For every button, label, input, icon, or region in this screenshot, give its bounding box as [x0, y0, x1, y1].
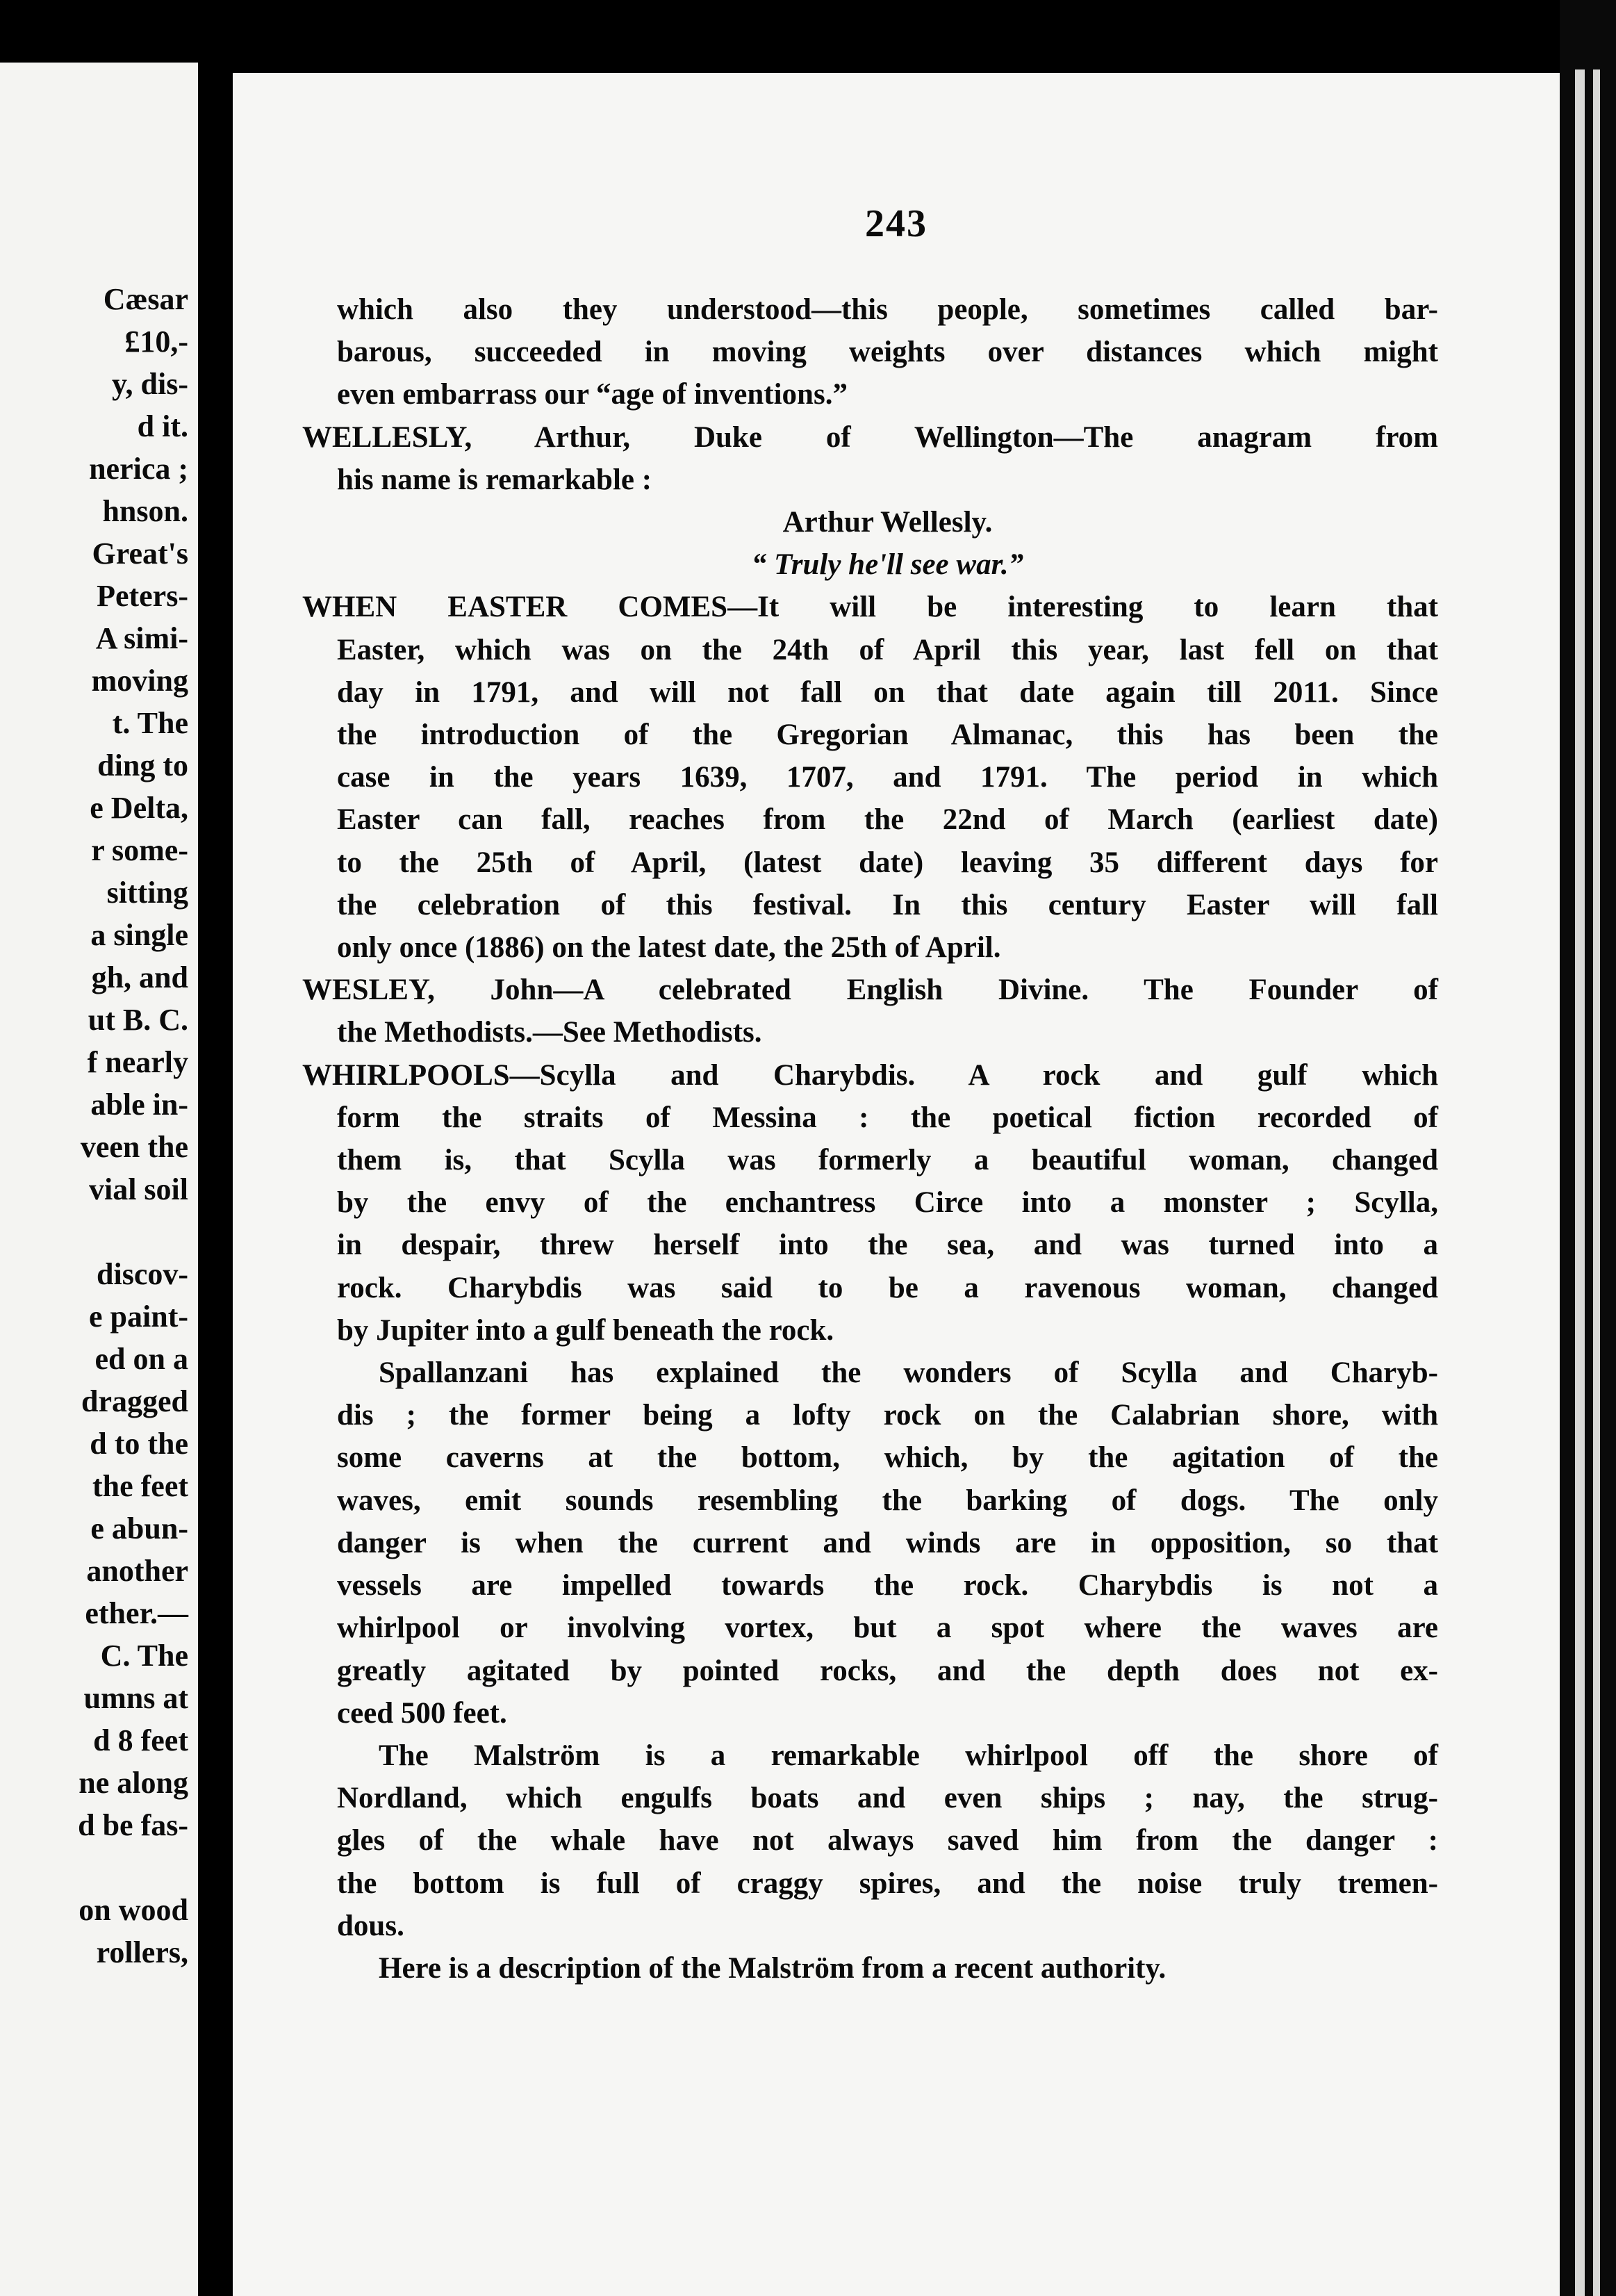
text-line: danger is when the current and winds are in opposition, so that [337, 1526, 1438, 1559]
blank-line [78, 1211, 188, 1253]
text-line: Nordland, which engulfs boats and even ships ; nay, the strug- [337, 1782, 1438, 1815]
text-line: ceed 500 feet. [337, 1696, 507, 1730]
anagram-name: Arthur Wellesly. [782, 506, 993, 539]
text-line: even embarrass our “age of inventions.” [337, 378, 848, 411]
text-line: f nearly [87, 1045, 188, 1079]
text-line: Cæsar [103, 282, 188, 316]
text-line: moving [91, 664, 188, 698]
page-number: 243 [865, 202, 927, 245]
previous-page-fragment [0, 63, 198, 2296]
text-line: vial soil [88, 1172, 188, 1206]
book-page [233, 73, 1560, 2296]
book-gutter [198, 0, 233, 2296]
text-line: barous, succeeded in moving weights over distances which might [337, 336, 1438, 369]
text-line: by Jupiter into a gulf beneath the rock. [337, 1313, 834, 1347]
text-line: discov- [97, 1257, 188, 1291]
text-line: y, dis- [111, 367, 188, 401]
text-line: Peters- [97, 579, 188, 613]
text-line: dous. [337, 1909, 404, 1942]
text-line: another [86, 1554, 188, 1588]
text-line: only once (1886) on the latest date, the 25th of April. [337, 931, 1001, 965]
text-line: d be fas- [78, 1808, 188, 1842]
text-line: dragged [81, 1384, 188, 1418]
text-line: day in 1791, and will not fall on that date again till 2011. Since [337, 675, 1438, 709]
text-line: waves, emit sounds resembling the barking of dogs. The only [337, 1484, 1438, 1517]
text-line: hnson. [102, 494, 188, 528]
anagram-result: “ Truly he'll see war.” [751, 548, 1024, 582]
text-line: rollers, [96, 1935, 188, 1969]
text-line: in despair, threw herself into the sea, and was turned into a [337, 1229, 1438, 1262]
text-line: £10,- [124, 325, 188, 359]
previous-page-text [78, 278, 188, 1974]
text-line: d to the [90, 1427, 188, 1461]
page-edge-stripe [1575, 69, 1585, 2296]
text-line: greatly agitated by pointed rocks, and the depth does not ex- [337, 1654, 1438, 1687]
text-line: the bottom is full of craggy spires, and the noise truly tremen- [337, 1867, 1438, 1900]
blank-line [78, 1846, 188, 1889]
text-line: dis ; the former being a lofty rock on the Calabrian shore, with [337, 1399, 1438, 1432]
text-line: d it. [137, 409, 188, 443]
text-line: Easter, which was on the 24th of April this year, last fell on that [337, 633, 1438, 666]
text-line: the feet [92, 1469, 188, 1503]
text-line: ding to [97, 748, 188, 782]
text-line: ether.— [85, 1596, 188, 1630]
text-line: The Malström is a remarkable whirlpool off the shore of [379, 1739, 1438, 1772]
text-line: veen the [80, 1130, 188, 1164]
text-line: form the straits of Messina : the poetical fiction recorded of [337, 1101, 1438, 1134]
text-line: ed on a [94, 1342, 188, 1376]
text-line: ut B. C. [88, 1003, 188, 1037]
page-body [302, 288, 1438, 1990]
right-page-edge [1560, 0, 1616, 2296]
text-line: Spallanzani has explained the wonders of Scylla and Charyb- [379, 1356, 1438, 1390]
text-line: which also they understood—this people, sometimes called bar- [337, 293, 1438, 326]
text-line: d 8 feet [93, 1723, 188, 1757]
text-line: e paint- [89, 1299, 188, 1334]
entry-heading-easter: WHEN EASTER COMES—It will be interesting to learn that [302, 591, 1438, 624]
text-line: sitting [106, 876, 188, 910]
text-line: to the 25th of April, (latest date) leaving 35 different days for [337, 846, 1438, 879]
text-line: the Methodists.—See Methodists. [337, 1016, 762, 1049]
text-line: vessels are impelled towards the rock. Charybdis is not a [337, 1569, 1438, 1602]
text-line: a single [90, 918, 188, 952]
page-edge-stripe [1593, 69, 1600, 2296]
entry-heading-whirlpools: WHIRLPOOLS—Scylla and Charybdis. A rock and gulf which [302, 1058, 1438, 1092]
text-line: Easter can fall, reaches from the 22nd of March (earliest date) [337, 803, 1438, 837]
text-line: by the envy of the enchantress Circe into a monster ; Scylla, [337, 1186, 1438, 1220]
text-line: nerica ; [89, 452, 188, 486]
text-line: C. The [100, 1639, 188, 1673]
text-line: A simi- [95, 621, 188, 655]
text-line: on wood [79, 1893, 188, 1927]
text-line: the introduction of the Gregorian Almanac, this has been the [337, 719, 1438, 752]
text-line: rock. Charybdis was said to be a ravenous woman, changed [337, 1271, 1438, 1304]
text-line: ne along [79, 1766, 188, 1800]
text-line: gh, and [91, 960, 188, 994]
text-line: them is, that Scylla was formerly a beautiful woman, changed [337, 1144, 1438, 1177]
text-line: r some- [91, 833, 188, 867]
text-line: Great's [92, 536, 188, 571]
text-line: the celebration of this festival. In this century Easter will fall [337, 888, 1438, 921]
text-line: gles of the whale have not always saved him from the danger : [337, 1824, 1438, 1858]
text-line: e Delta, [90, 791, 188, 825]
text-line: his name is remarkable : [337, 463, 652, 496]
text-line: umns at [83, 1681, 188, 1715]
text-line: whirlpool or involving vortex, but a spot where the waves are [337, 1612, 1438, 1645]
text-line: case in the years 1639, 1707, and 1791. The period in which [337, 761, 1438, 794]
text-line: Here is a description of the Malström from a recent authority. [379, 1951, 1166, 1985]
text-line: t. The [112, 706, 188, 740]
entry-heading-wellesly: WELLESLY, Arthur, Duke of Wellington—The anagram from [302, 420, 1438, 454]
entry-heading-wesley: WESLEY, John—A celebrated English Divine. The Founder of [302, 974, 1438, 1007]
text-line: e abun- [90, 1511, 188, 1545]
text-line: able in- [90, 1088, 188, 1122]
text-line: some caverns at the bottom, which, by the agitation of the [337, 1441, 1438, 1475]
